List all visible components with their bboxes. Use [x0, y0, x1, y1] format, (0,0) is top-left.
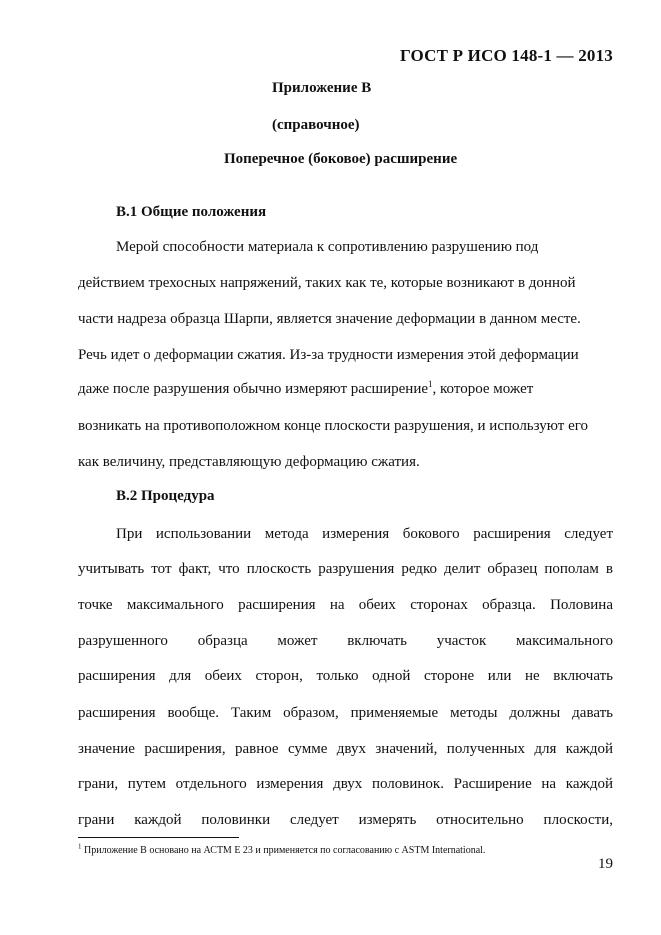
paragraph-line: При использовании метода измерения бокового расширения следует	[116, 526, 613, 542]
appendix-subject: Поперечное (боковое) расширение	[224, 151, 458, 167]
footnote-marker: 1	[78, 842, 82, 851]
section-1-heading: В.1 Общие положения	[116, 204, 267, 220]
paragraph-line: расширения вообще. Таким образом, применяемые методы должны давать	[78, 705, 613, 721]
paragraph-line: точке максимального расширения на обеих сторонах образца. Половина	[78, 597, 613, 613]
footnote-separator	[78, 837, 239, 838]
paragraph-line: как величину, представляющую деформацию сжатия.	[78, 454, 420, 470]
paragraph-line: грани каждой половинки следует измерять относительно плоскости,	[78, 812, 613, 828]
paragraph-line: значение расширения, равное сумме двух значений, полученных для каждой	[78, 741, 613, 757]
section-2-heading: В.2 Процедура	[116, 488, 215, 504]
standard-header: ГОСТ Р ИСО 148-1 — 2013	[399, 46, 613, 65]
appendix-title: Приложение В	[272, 80, 372, 96]
paragraph-line: возникать на противоположном конце плоскости разрушения, и используют его	[78, 418, 588, 434]
paragraph-line: грани, путем отдельного измерения двух половинок. Расширение на каждой	[78, 776, 613, 792]
paragraph-text: даже после разрушения обычно измеряют расширение	[78, 381, 429, 397]
paragraph-line: разрушенного образца может включать участок максимального	[78, 633, 613, 649]
paragraph-line-with-footnote	[78, 380, 533, 398]
paragraph-line: действием трехосных напряжений, таких как те, которые возникают в донной	[78, 275, 576, 291]
paragraph-line: Речь идет о деформации сжатия. Из-за трудности измерения этой деформации	[78, 347, 579, 363]
footnote-reference: 1	[428, 379, 433, 389]
paragraph-line: части надреза образца Шарпи, является значение деформации в данном месте.	[78, 311, 581, 327]
footnote-text: Приложение В основано на АСТМ Е 23 и применяется по согласованию с ASTM International.	[81, 845, 486, 856]
paragraph-line: учитывать тот факт, что плоскость разрушения редко делит образец пополам в	[78, 561, 613, 577]
appendix-kind: (справочное)	[272, 117, 360, 133]
paragraph-text: , которое может	[432, 381, 534, 397]
page-number: 19	[598, 856, 613, 872]
paragraph-line: расширения для обеих сторон, только одной стороне или не включать	[78, 668, 613, 684]
footnote	[78, 842, 486, 856]
paragraph-line: Мерой способности материала к сопротивлению разрушению под	[116, 239, 539, 255]
